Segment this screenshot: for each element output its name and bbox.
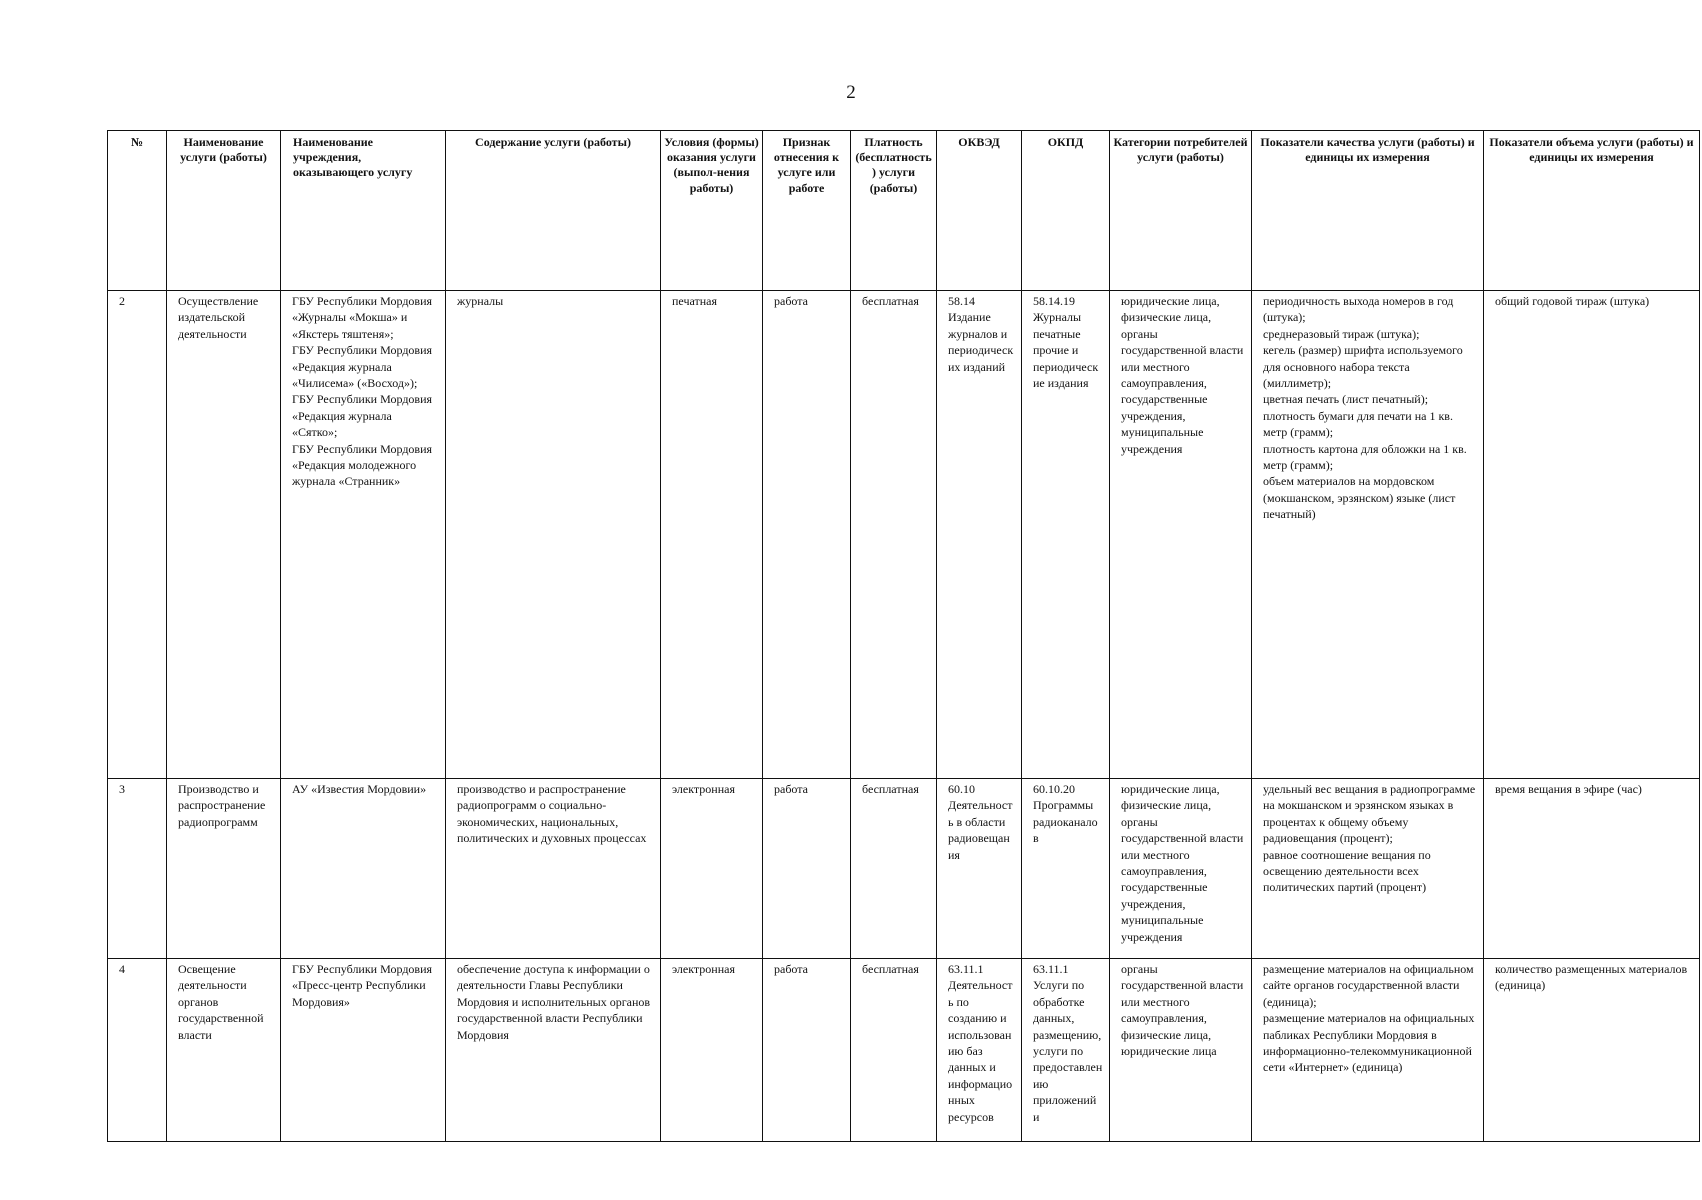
payment-cell: бесплатная bbox=[851, 959, 937, 1142]
row-number: 2 bbox=[108, 291, 167, 779]
okpd-cell: 58.14.19 Журналы печатные прочие и периодические издания bbox=[1022, 291, 1110, 779]
page-number: 2 bbox=[846, 82, 856, 103]
quality-cell: периодичность выхода номеров в год (штука); среднеразовый тираж (штука); кегель (размер) шрифта используемого для основного набора текста (миллиметр); цветная печать (лист печатный); плотность бумаги для печати на 1 кв. метр (грамм); плотность картона для обложки на 1 кв. метр (грамм); объем материалов на мордовском (мокшанском, эрзянском) языке (лист печатный) bbox=[1252, 291, 1484, 779]
header-okpd: ОКПД bbox=[1022, 131, 1110, 291]
header-service-or-work: Признак отнесения к услуге или работе bbox=[763, 131, 851, 291]
table-header-row bbox=[108, 131, 1700, 291]
header-payment: Платность (бесплатность) услуги (работы) bbox=[851, 131, 937, 291]
service-name-cell: Освещение деятельности органов государственной власти bbox=[167, 959, 281, 1142]
header-institution-name: Наименование учреждения, оказывающего услугу bbox=[281, 131, 446, 291]
table-row bbox=[108, 779, 1700, 959]
volume-cell: время вещания в эфире (час) bbox=[1484, 779, 1700, 959]
service-name-cell: Осуществление издательской деятельности bbox=[167, 291, 281, 779]
form-cell: электронная bbox=[661, 779, 763, 959]
okpd-cell: 60.10.20 Программы радиоканалов bbox=[1022, 779, 1110, 959]
institution-cell: ГБУ Республики Мордовия «Журналы «Мокша» и «Якстерь тяштеня»; ГБУ Республики Мордовия «Редакция журнала «Чилисема» («Восход»); ГБУ Республики Мордовия «Редакция журнала «Сятко»; ГБУ Республики Мордовия «Редакция молодежного журнала «Странник» bbox=[281, 291, 446, 779]
table-row bbox=[108, 959, 1700, 1142]
header-volume-indicators: Показатели объема услуги (работы) и единицы их измерения bbox=[1484, 131, 1700, 291]
header-number: № bbox=[108, 131, 167, 291]
consumers-cell: юридические лица, физические лица, органы государственной власти или местного самоуправления, государственные учреждения, муниципальные учреждения bbox=[1110, 291, 1252, 779]
payment-cell: бесплатная bbox=[851, 779, 937, 959]
volume-cell: общий годовой тираж (штука) bbox=[1484, 291, 1700, 779]
row-number: 4 bbox=[108, 959, 167, 1142]
content-cell: обеспечение доступа к информации о деятельности Главы Республики Мордовия и исполнительных органов государственной власти Республики Мордовия bbox=[446, 959, 661, 1142]
quality-cell: размещение материалов на официальном сайте органов государственной власти (единица); размещение материалов на официальных пабликах Республики Мордовия в информационно-телекоммуникационной сети «Интернет» (единица) bbox=[1252, 959, 1484, 1142]
consumers-cell: органы государственной власти или местного самоуправления, физические лица, юридические лица bbox=[1110, 959, 1252, 1142]
institution-cell: АУ «Известия Мордовии» bbox=[281, 779, 446, 959]
volume-cell: количество размещенных материалов (единица) bbox=[1484, 959, 1700, 1142]
services-table bbox=[107, 130, 1700, 1142]
content-cell: журналы bbox=[446, 291, 661, 779]
header-service-content: Содержание услуги (работы) bbox=[446, 131, 661, 291]
header-quality-indicators: Показатели качества услуги (работы) и единицы их измерения bbox=[1252, 131, 1484, 291]
quality-cell: удельный вес вещания в радиопрограмме на мокшанском и эрзянском языках в процентах к общему объему радиовещания (процент); равное соотношение вещания по освещению деятельности всех политических партий (процент) bbox=[1252, 779, 1484, 959]
form-cell: печатная bbox=[661, 291, 763, 779]
type-cell: работа bbox=[763, 779, 851, 959]
table-row bbox=[108, 291, 1700, 779]
header-consumers: Категории потребителей услуги (работы) bbox=[1110, 131, 1252, 291]
row-number: 3 bbox=[108, 779, 167, 959]
type-cell: работа bbox=[763, 291, 851, 779]
service-name-cell: Производство и распространение радиопрограмм bbox=[167, 779, 281, 959]
header-service-form: Условия (формы) оказания услуги (выпол-нения работы) bbox=[661, 131, 763, 291]
consumers-cell: юридические лица, физические лица, органы государственной власти или местного самоуправления, государственные учреждения, муниципальные учреждения bbox=[1110, 779, 1252, 959]
header-service-name: Наименование услуги (работы) bbox=[167, 131, 281, 291]
okved-cell: 63.11.1 Деятельность по созданию и использованию баз данных и информационных ресурсов bbox=[937, 959, 1022, 1142]
header-okved: ОКВЭД bbox=[937, 131, 1022, 291]
okved-cell: 58.14 Издание журналов и периодических изданий bbox=[937, 291, 1022, 779]
okpd-cell: 63.11.1 Услуги по обработке данных, размещению, услуги по предоставлению приложений и bbox=[1022, 959, 1110, 1142]
okved-cell: 60.10 Деятельность в области радиовещания bbox=[937, 779, 1022, 959]
form-cell: электронная bbox=[661, 959, 763, 1142]
type-cell: работа bbox=[763, 959, 851, 1142]
content-cell: производство и распространение радиопрограмм о социально-экономических, национальных, политических и духовных процессах bbox=[446, 779, 661, 959]
payment-cell: бесплатная bbox=[851, 291, 937, 779]
institution-cell: ГБУ Республики Мордовия «Пресс-центр Республики Мордовия» bbox=[281, 959, 446, 1142]
